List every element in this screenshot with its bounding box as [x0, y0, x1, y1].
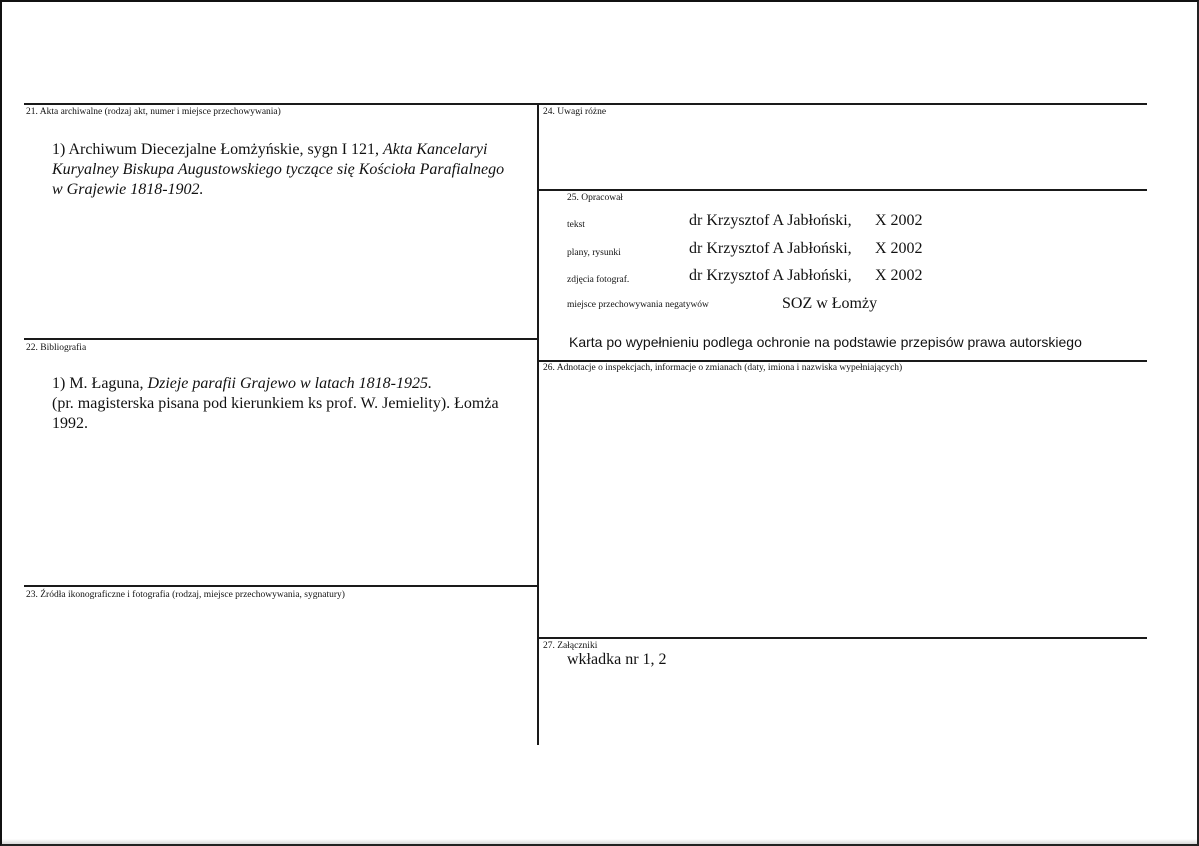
section-22-top-rule — [24, 338, 539, 340]
section-21-line-3: w Grajewie 1818-1902. — [52, 181, 204, 198]
copyright-note: Karta po wypełnieniu podlega ochronie na podstawie przepisów prawa autorskiego — [569, 334, 1082, 350]
author-row-name: dr Krzysztof A Jabłoński, — [689, 240, 852, 257]
section-27-top-rule — [538, 637, 1147, 639]
section-25-label: 25. Opracował — [567, 193, 623, 203]
author-row-year: X 2002 — [875, 267, 923, 284]
section-22-line-1: 1) M. Łaguna, Dzieje parafii Grajewo w latach 1818-1925. — [52, 375, 432, 392]
column-divider — [537, 103, 539, 745]
section-21-line-1: 1) Archiwum Diecezjalne Łomżyńskie, sygn I 121, Akta Kancelaryi — [52, 141, 488, 158]
author-row-year: X 2002 — [875, 212, 923, 229]
annex-value: wkładka nr 1, 2 — [567, 651, 667, 668]
section-21-label: 21. Akta archiwalne (rodzaj akt, numer i miejsce przechowywania) — [26, 107, 281, 117]
author-row-label: zdjęcia fotograf. — [567, 275, 630, 285]
author-row-year: X 2002 — [875, 240, 923, 257]
section-21-top-rule — [24, 103, 539, 105]
section-25-top-rule — [538, 189, 1147, 191]
scan-edge — [2, 839, 1197, 844]
negatives-label: miejsce przechowywania negatywów — [567, 300, 709, 310]
section-23-label: 23. Źródła ikonograficzne i fotografia (rodzaj, miejsce przechowywania, sygnatury) — [26, 590, 345, 600]
section-21-entry — [52, 140, 504, 200]
section-24-top-rule — [538, 103, 1147, 105]
section-26-label: 26. Adnotacje o inspekcjach, informacje o zmianach (daty, imiona i nazwiska wypełniających) — [543, 363, 903, 373]
section-22-line-3: 1992. — [52, 415, 88, 432]
author-row-label: tekst — [567, 220, 585, 230]
section-26-top-rule — [538, 360, 1147, 362]
section-23-top-rule — [24, 585, 539, 587]
section-22-line-2: (pr. magisterska pisana pod kierunkiem ks prof. W. Jemielity). Łomża — [52, 395, 499, 412]
section-21-line-2: Kuryalney Biskupa Augustowskiego tyczące się Kościoła Parafialnego — [52, 161, 505, 178]
section-27-label: 27. Załączniki — [543, 641, 598, 651]
section-24-label: 24. Uwagi różne — [543, 107, 607, 117]
author-row-label: plany, rysunki — [567, 248, 621, 258]
section-22-label: 22. Bibliografia — [26, 343, 87, 353]
author-row-name: dr Krzysztof A Jabłoński, — [689, 212, 852, 229]
negatives-value: SOZ w Łomży — [782, 295, 878, 312]
section-22-entry — [52, 374, 499, 434]
author-row-name: dr Krzysztof A Jabłoński, — [689, 267, 852, 284]
